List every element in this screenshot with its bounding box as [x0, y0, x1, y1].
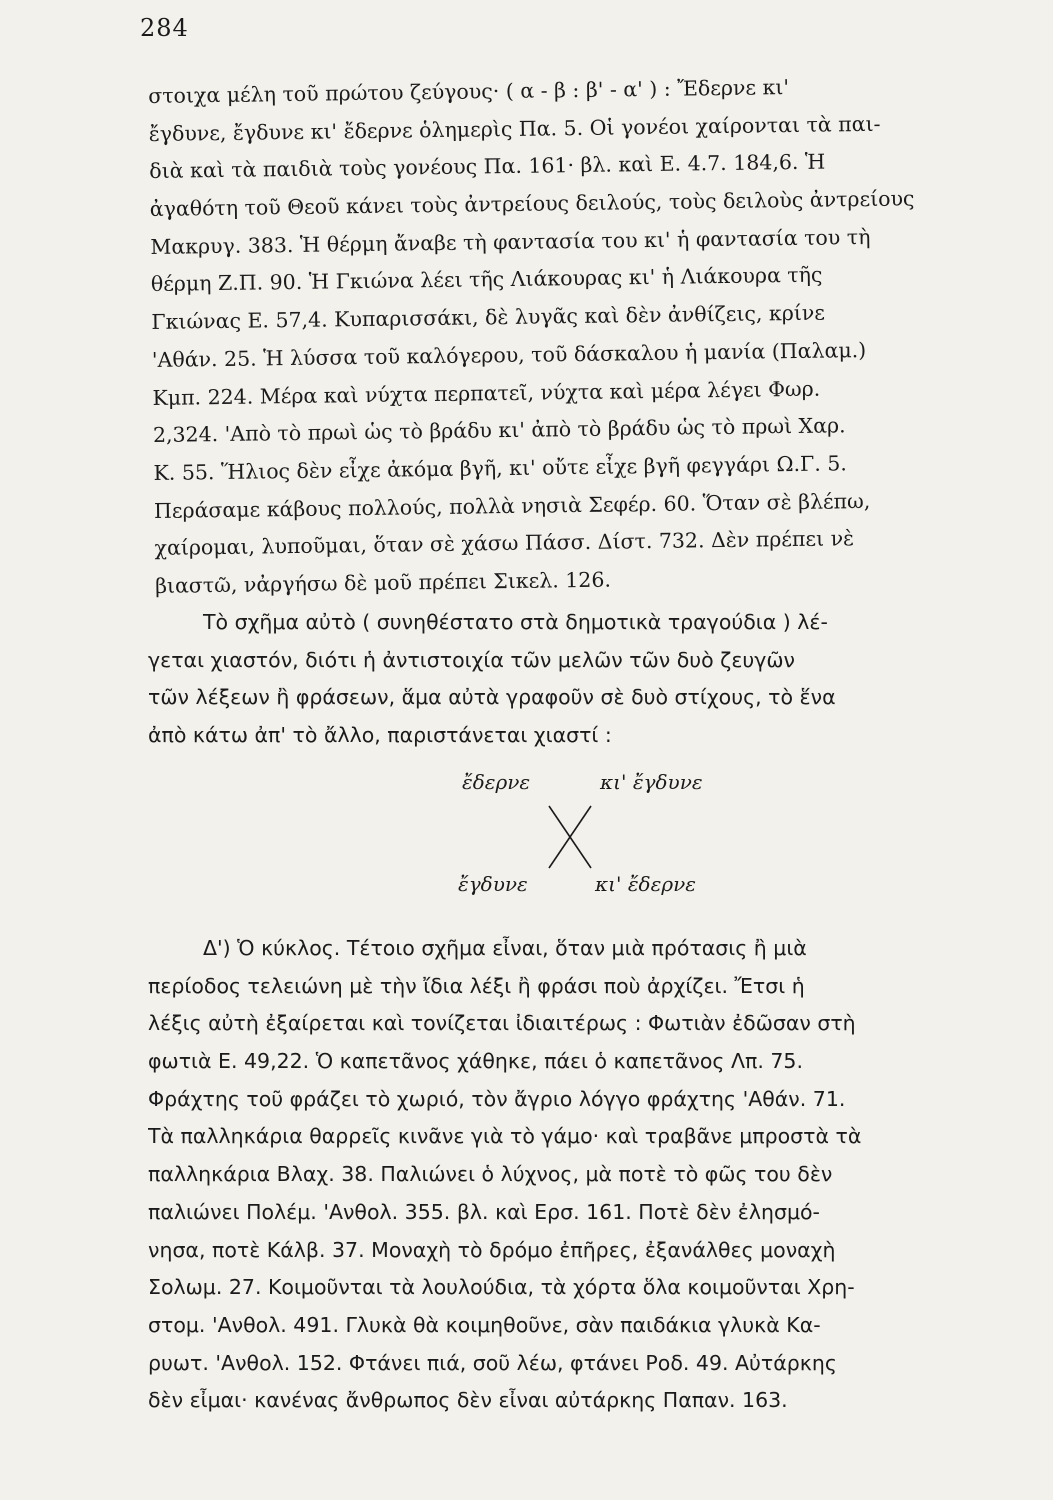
paragraph-cycle [148, 930, 1008, 1420]
text-line: Δ') Ὁ κύκλος. Τέτοιο σχῆμα εἶναι, ὅταν μιὰ πρότασις ἢ μιὰ [203, 936, 807, 960]
text-line: δὲν εἶμαι· κανένας ἄνθρωπος δὲν εἶναι αὐτάρκης Παπαν. 163. [148, 1388, 788, 1413]
chiasm-top-left: ἔδερνε [462, 770, 531, 794]
text-line: παλιώνει Πολέμ. 'Ανθολ. 355. βλ. καὶ Ερσ. 161. Ποτὲ δὲν ἐλησμό- [148, 1199, 820, 1224]
chiasm-top-right: κι' ἔγδυνε [600, 770, 703, 794]
text-line: περίοδος τελειώνη μὲ τὴν ἴδια λέξι ἢ φράσι ποὺ ἀρχίζει. Ἔτσι ἡ [148, 973, 805, 998]
text-line: στοιχα μέλη τοῦ πρώτου ζεύγους· ( α - β : β' - α' ) : Ἔδερνε κι' [148, 75, 790, 108]
paragraph-chiasm-definition [148, 604, 1008, 755]
text-line: 2,324. 'Απὸ τὸ πρωὶ ὡς τὸ βράδυ κι' ἀπὸ τὸ βράδυ ὡς τὸ πρωὶ Χαρ. [152, 413, 846, 448]
text-line: λέξις αὐτὴ ἐξαίρεται καὶ τονίζεται ἰδιαιτέρως : Φωτιὰν ἐδῶσαν στὴ [148, 1011, 856, 1036]
text-line: ἀπὸ κάτω ἀπ' τὸ ἄλλο, παριστάνεται χιαστί : [148, 723, 612, 748]
text-line: Γκιώνας Ε. 57,4. Κυπαρισσάκι, δὲ λυγᾶς καὶ δὲν ἀνθίζεις, κρίνε [151, 300, 826, 335]
chiasm-bottom-left: ἔγδυνε [458, 872, 528, 896]
text-line: Τὰ παλληκάρια θαρρεῖς κινᾶνε γιὰ τὸ γάμο· καὶ τραβᾶνε μπροστὰ τὰ [148, 1124, 862, 1149]
text-line: ἔγδυνε, ἔγδυνε κι' ἔδερνε ὁλημερὶς Πα. 5. Οἱ γονέοι χαίρονται τὰ παι- [148, 111, 881, 146]
text-line: τῶν λέξεων ἢ φράσεων, ἅμα αὐτὰ γραφοῦν σὲ δυὸ στίχους, τὸ ἕνα [148, 685, 836, 710]
text-line: ἀγαθότη τοῦ Θεοῦ κάνει τοὺς ἀντρείους δειλούς, τοὺς δειλοὺς ἀντρείους [149, 186, 915, 222]
text-line: χαίρομαι, λυποῦμαι, ὅταν σὲ χάσω Πάσσ. Δίστ. 732. Δὲν πρέπει νὲ [154, 526, 855, 561]
text-line: ρυωτ. 'Ανθολ. 152. Φτάνει πιά, σοῦ λέω, φτάνει Ροδ. 49. Αὐτάρκης [148, 1350, 837, 1375]
chiasm-bottom-right: κι' ἔδερνε [595, 872, 696, 896]
text-line: νησα, ποτὲ Κάλβ. 37. Μοναχὴ τὸ δρόμο ἐπῆρες, ἐξανάλθες μοναχὴ [148, 1237, 836, 1262]
text-line: Σολωμ. 27. Κοιμοῦνται τὰ λουλούδια, τὰ χόρτα ὅλα κοιμοῦνται Χρη- [148, 1275, 855, 1300]
chiasm-cross-icon [545, 804, 595, 870]
text-line: Τὸ σχῆμα αὐτὸ ( συνηθέστατο στὰ δημοτικὰ τραγούδια ) λέ- [203, 610, 828, 634]
text-line: Φράχτης τοῦ φράζει τὸ χωριό, τὸν ἄγριο λόγγο φράχτης 'Αθάν. 71. [148, 1086, 846, 1111]
text-line: γεται χιαστόν, διότι ἡ ἀντιστοιχία τῶν μελῶν τῶν δυὸ ζευγῶν [148, 647, 796, 672]
text-line: διὰ καὶ τὰ παιδιὰ τοὺς γονέους Πα. 161· βλ. καὶ Ε. 4.7. 184,6. Ἡ [149, 149, 826, 184]
text-line: φωτιὰ Ε. 49,22. Ὁ καπετᾶνος χάθηκε, πάει ὁ καπετᾶνος Λπ. 75. [148, 1049, 803, 1074]
text-line: στομ. 'Ανθολ. 491. Γλυκὰ θὰ κοιμηθοῦνε, σὰν παιδάκια γλυκὰ Κα- [148, 1312, 821, 1337]
text-line: 'Αθάν. 25. Ἡ λύσσα τοῦ καλόγερου, τοῦ δάσκαλου ἡ μανία (Παλαμ.) [151, 337, 867, 372]
text-line: βιαστῶ, νἀργήσω δὲ μοῦ πρέπει Σικελ. 126. [154, 567, 612, 598]
text-line: Περάσαμε κάβους πολλούς, πολλὰ νησιὰ Σεφέρ. 60. Ὅταν σὲ βλέπω, [153, 488, 871, 523]
text-line: Μακρυγ. 383. Ἡ θέρμη ἄναβε τὴ φαντασία του κι' ἡ φαντασία του τὴ [150, 224, 871, 259]
text-line: παλληκάρια Βλαχ. 38. Παλιώνει ὁ λύχνος, μὰ ποτὲ τὸ φῶς του δὲν [148, 1162, 833, 1187]
text-line: Κ. 55. Ἥλιος δὲν εἶχε ἀκόμα βγῆ, κι' οὔτε εἶχε βγῆ φεγγάρι Ω.Γ. 5. [153, 451, 848, 485]
text-line: Κμπ. 224. Μέρα καὶ νύχτα περπατεῖ, νύχτα καὶ μέρα λέγει Φωρ. [152, 376, 821, 410]
paragraph-examples [148, 66, 1015, 606]
page-number: 284 [140, 14, 189, 42]
chiasm-figure [440, 770, 740, 900]
text-line: θέρμη Ζ.Π. 90. Ἡ Γκιώνα λέει τῆς Λιάκουρας κι' ἡ Λιάκουρα τῆς [150, 263, 823, 297]
